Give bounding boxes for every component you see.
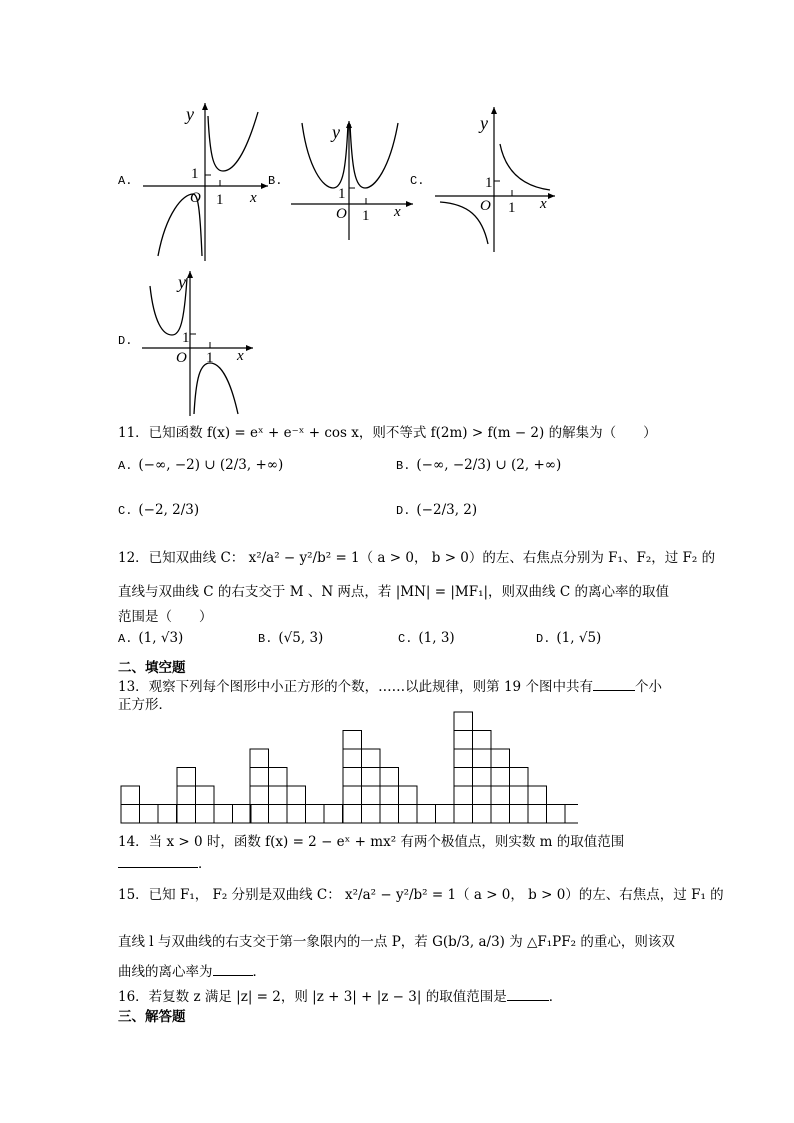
- small-square: [343, 768, 362, 787]
- small-square: [510, 805, 529, 824]
- q12-line-2: 直线与双曲线 C 的右支交于 M 、N 两点，若 |MN| = |MF₁|，则双曲线 C 的离心率的取值: [118, 584, 669, 600]
- x-label: x: [250, 190, 257, 206]
- small-square: [343, 731, 362, 750]
- q16-answer-blank[interactable]: [507, 1000, 549, 1001]
- one-x-label: 1: [206, 350, 214, 366]
- small-square: [250, 768, 269, 787]
- small-square: [343, 749, 362, 768]
- small-square: [343, 786, 362, 805]
- q13-line-1: 13．观察下列每个图形中小正方形的个数，……以此规律，则第 19 个图中共有 个小: [118, 679, 662, 695]
- small-square: [362, 749, 381, 768]
- option-c-label: C.: [410, 174, 425, 188]
- graph-a: [138, 98, 273, 263]
- option-b-label: B.: [268, 174, 283, 188]
- option-d-label: D.: [118, 334, 133, 348]
- option-a-label: A.: [118, 174, 133, 188]
- graph-c: [430, 104, 560, 254]
- y-label: y: [332, 122, 340, 142]
- small-square: [473, 749, 492, 768]
- small-square: [287, 786, 306, 805]
- small-square: [417, 805, 436, 824]
- origin-label: O: [190, 190, 201, 206]
- small-square: [491, 749, 510, 768]
- q11-option-c[interactable]: C. (−2, 2/3): [118, 502, 200, 518]
- q11-option-d[interactable]: D. (−2/3, 2): [396, 502, 478, 518]
- y-label: y: [480, 113, 488, 133]
- small-square: [399, 805, 418, 824]
- q12-option-d[interactable]: D. (1, √5): [536, 630, 602, 646]
- small-square: [196, 786, 215, 805]
- x-label: x: [394, 204, 401, 220]
- small-square: [491, 805, 510, 824]
- q15-line-3: 曲线的离心率为 ．: [118, 964, 266, 980]
- small-square: [177, 768, 196, 787]
- small-square: [362, 805, 381, 824]
- small-square: [491, 768, 510, 787]
- small-square: [547, 805, 566, 824]
- q11-option-b[interactable]: B. (−∞, −2/3) ∪ (2, +∞): [396, 457, 562, 473]
- small-square: [158, 805, 177, 824]
- small-square: [380, 786, 399, 805]
- small-square: [233, 805, 252, 824]
- q15-answer-blank[interactable]: [213, 975, 253, 976]
- small-square: [140, 805, 159, 824]
- q12-option-b[interactable]: B. (√5, 3): [258, 630, 324, 646]
- q12-option-a[interactable]: A. (1, √3): [118, 630, 184, 646]
- y-label: y: [178, 272, 186, 292]
- small-square: [510, 768, 529, 787]
- one-x-label: 1: [508, 200, 516, 216]
- small-square: [250, 805, 269, 824]
- one-y-label: 1: [182, 330, 190, 346]
- x-label: x: [237, 348, 244, 364]
- q14-line-2: ．: [118, 852, 212, 872]
- small-square: [306, 805, 325, 824]
- small-square: [473, 768, 492, 787]
- q13-line-2: 正方形．: [118, 697, 172, 713]
- q14-line-1: 14．当 x > 0 时，函数 f(x) = 2 − eˣ + mx² 有两个极值点，则实数 m 的取值范围: [118, 834, 625, 850]
- small-square: [362, 786, 381, 805]
- small-square: [454, 768, 473, 787]
- small-square: [399, 786, 418, 805]
- origin-label: O: [176, 350, 187, 366]
- origin-label: O: [480, 198, 491, 214]
- one-y-label: 1: [338, 186, 346, 202]
- one-y-label: 1: [191, 166, 199, 182]
- q16-line: 16．若复数 z 满足 |z| = 2，则 |z + 3| + |z − 3| 的取值范围是 ．: [118, 989, 563, 1005]
- small-square: [380, 768, 399, 787]
- one-x-label: 1: [362, 208, 370, 224]
- origin-label: O: [336, 206, 347, 222]
- small-square: [528, 786, 547, 805]
- small-square: [473, 731, 492, 750]
- small-square: [287, 805, 306, 824]
- q12-option-c[interactable]: C. (1, 3): [398, 630, 455, 646]
- y-label: y: [186, 104, 194, 124]
- q12-line-3: 范围是（ ）: [118, 609, 213, 625]
- one-y-label: 1: [485, 175, 493, 191]
- section-fill-in-title: 二、填空题: [118, 660, 186, 676]
- small-square: [510, 786, 529, 805]
- small-square: [269, 805, 288, 824]
- q12-line-1: 12．已知双曲线 C： x²/a² − y²/b² = 1（ a > 0， b > 0）的左、右焦点分别为 F₁、F₂，过 F₂ 的: [118, 550, 716, 566]
- small-square: [324, 805, 343, 824]
- q11-stem: 11．已知函数 f(x) = eˣ + e⁻ˣ + cos x，则不等式 f(2m) > f(m − 2) 的解集为（ ）: [118, 425, 657, 441]
- q11-option-a[interactable]: A. (−∞, −2) ∪ (2/3, +∞): [118, 457, 284, 473]
- small-square: [473, 786, 492, 805]
- small-square: [454, 712, 473, 731]
- small-square: [454, 731, 473, 750]
- small-square: [565, 805, 578, 824]
- small-square: [528, 805, 547, 824]
- x-label: x: [540, 196, 547, 212]
- q15-line-1: 15．已知 F₁， F₂ 分别是双曲线 C： x²/a² − y²/b² = 1（ a > 0， b > 0）的左、右焦点，过 F₁ 的: [118, 887, 724, 903]
- small-square: [121, 786, 140, 805]
- small-square: [343, 805, 362, 824]
- small-square: [454, 805, 473, 824]
- small-square: [269, 768, 288, 787]
- small-square: [269, 786, 288, 805]
- one-x-label: 1: [216, 192, 224, 208]
- graph-b: [288, 118, 418, 243]
- small-square: [177, 805, 196, 824]
- section-solutions-title: 三、解答题: [118, 1009, 186, 1025]
- small-square: [196, 805, 215, 824]
- staircase-figures: [118, 706, 578, 826]
- small-square: [454, 749, 473, 768]
- small-square: [473, 805, 492, 824]
- small-square: [177, 786, 196, 805]
- small-square: [121, 805, 140, 824]
- graph-d: [138, 268, 258, 418]
- small-square: [454, 786, 473, 805]
- small-square: [380, 805, 399, 824]
- small-square: [491, 786, 510, 805]
- small-square: [436, 805, 455, 824]
- small-square: [214, 805, 233, 824]
- q15-line-2: 直线 l 与双曲线的右支交于第一象限内的一点 P，若 G(b/3, a/3) 为 △F₁PF₂ 的重心，则该双: [118, 934, 675, 950]
- small-square: [250, 749, 269, 768]
- small-square: [250, 786, 269, 805]
- q14-answer-blank[interactable]: [118, 867, 198, 868]
- q13-answer-blank[interactable]: [593, 690, 635, 691]
- small-square: [362, 768, 381, 787]
